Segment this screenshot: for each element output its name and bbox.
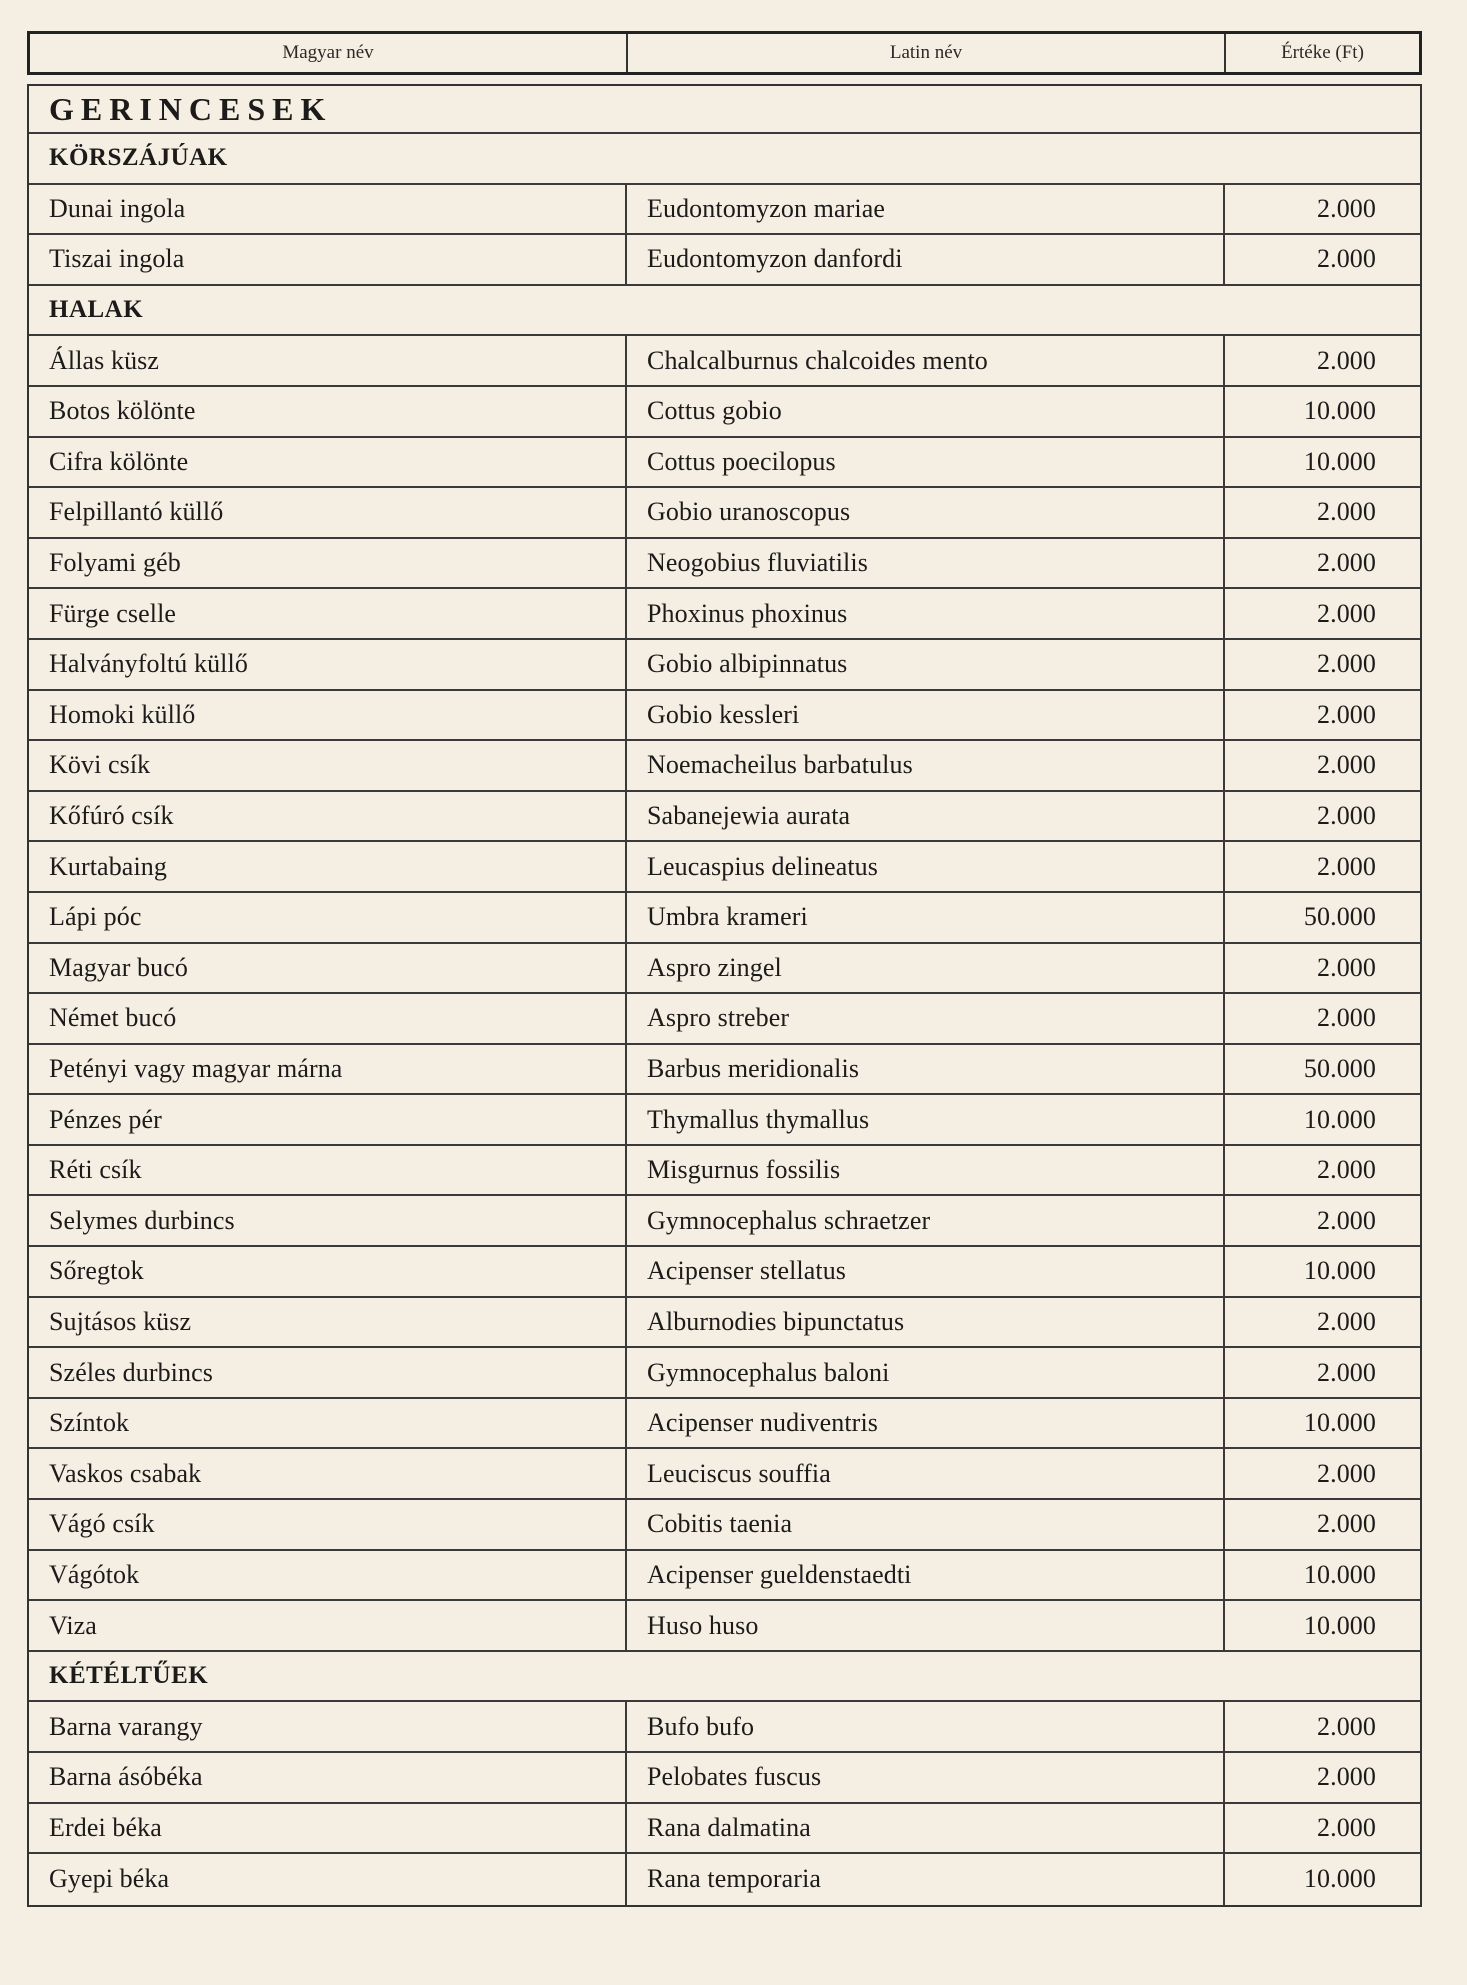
table-row — [29, 1298, 1420, 1349]
group-title: KÖRSZÁJÚAK — [29, 134, 1420, 185]
value-cell: 2.000 — [1317, 1003, 1376, 1033]
table-row — [29, 1247, 1420, 1298]
table-row — [29, 893, 1420, 944]
hungarian-name-cell: Színtok — [29, 1399, 627, 1448]
hungarian-name-cell: Erdei béka — [29, 1804, 627, 1853]
value-cell: 2.000 — [1317, 244, 1376, 274]
latin-name-cell: Bufo bufo — [627, 1702, 1225, 1751]
table-row — [29, 539, 1420, 590]
latin-name-cell: Gobio uranoscopus — [627, 488, 1225, 537]
latin-name-cell: Gymnocephalus schraetzer — [627, 1196, 1225, 1245]
table-row — [29, 1854, 1420, 1905]
latin-name-cell: Gobio kessleri — [627, 691, 1225, 740]
hungarian-name-cell: Sőregtok — [29, 1247, 627, 1296]
table-row — [29, 640, 1420, 691]
hungarian-name-cell: Barna ásóbéka — [29, 1753, 627, 1802]
value-cell: 2.000 — [1317, 1458, 1376, 1488]
value-cell: 2.000 — [1317, 1306, 1376, 1336]
latin-name-cell: Pelobates fuscus — [627, 1753, 1225, 1802]
latin-name-cell: Aspro streber — [627, 994, 1225, 1043]
hungarian-name-cell: Kurtabaing — [29, 842, 627, 891]
table-row — [29, 1348, 1420, 1399]
hungarian-name-cell: Tiszai ingola — [29, 235, 627, 284]
header-latin-name: Latin név — [628, 34, 1226, 72]
latin-name-cell: Umbra krameri — [627, 893, 1225, 942]
hungarian-name-cell: Selymes durbincs — [29, 1196, 627, 1245]
value-cell: 2.000 — [1317, 699, 1376, 729]
table-row — [29, 1500, 1420, 1551]
hungarian-name-cell: Cifra kölönte — [29, 438, 627, 487]
value-cell: 10.000 — [1303, 1256, 1376, 1286]
latin-name-cell: Thymallus thymallus — [627, 1095, 1225, 1144]
table-header — [27, 31, 1422, 75]
latin-name-cell: Aspro zingel — [627, 944, 1225, 993]
latin-name-cell: Cobitis taenia — [627, 1500, 1225, 1549]
table-row — [29, 1146, 1420, 1197]
latin-name-cell: Rana dalmatina — [627, 1804, 1225, 1853]
value-cell: 10.000 — [1303, 1104, 1376, 1134]
value-cell: 2.000 — [1317, 1812, 1376, 1842]
latin-name-cell: Eudontomyzon mariae — [627, 185, 1225, 234]
hungarian-name-cell: Réti csík — [29, 1146, 627, 1195]
hungarian-name-cell: Német bucó — [29, 994, 627, 1043]
latin-name-cell: Acipenser nudiventris — [627, 1399, 1225, 1448]
hungarian-name-cell: Kövi csík — [29, 741, 627, 790]
value-cell: 10.000 — [1303, 1408, 1376, 1438]
latin-name-cell: Rana temporaria — [627, 1854, 1225, 1905]
hungarian-name-cell: Széles durbincs — [29, 1348, 627, 1397]
value-cell: 2.000 — [1317, 750, 1376, 780]
header-hungarian-name: Magyar név — [30, 34, 628, 72]
table-row — [29, 488, 1420, 539]
hungarian-name-cell: Kőfúró csík — [29, 792, 627, 841]
latin-name-cell: Alburnodies bipunctatus — [627, 1298, 1225, 1347]
latin-name-cell: Cottus poecilopus — [627, 438, 1225, 487]
table-row — [29, 741, 1420, 792]
latin-name-cell: Gymnocephalus baloni — [627, 1348, 1225, 1397]
hungarian-name-cell: Fürge cselle — [29, 589, 627, 638]
value-cell: 10.000 — [1303, 1559, 1376, 1589]
table-row — [29, 792, 1420, 843]
latin-name-cell: Misgurnus fossilis — [627, 1146, 1225, 1195]
value-cell: 2.000 — [1317, 497, 1376, 527]
table-row — [29, 842, 1420, 893]
value-cell: 2.000 — [1317, 1509, 1376, 1539]
latin-name-cell: Barbus meridionalis — [627, 1045, 1225, 1094]
value-cell: 2.000 — [1317, 801, 1376, 831]
value-cell: 10.000 — [1303, 396, 1376, 426]
table-row — [29, 387, 1420, 438]
species-table — [27, 84, 1422, 1907]
latin-name-cell: Huso huso — [627, 1601, 1225, 1650]
table-row — [29, 1551, 1420, 1602]
value-cell: 2.000 — [1317, 851, 1376, 881]
main-section-title: GERINCESEK — [29, 86, 1420, 134]
table-row — [29, 1045, 1420, 1096]
value-cell: 2.000 — [1317, 952, 1376, 982]
hungarian-name-cell: Viza — [29, 1601, 627, 1650]
value-cell: 2.000 — [1317, 1205, 1376, 1235]
latin-name-cell: Neogobius fluviatilis — [627, 539, 1225, 588]
value-cell: 2.000 — [1317, 598, 1376, 628]
table-row — [29, 944, 1420, 995]
latin-name-cell: Eudontomyzon danfordi — [627, 235, 1225, 284]
latin-name-cell: Acipenser stellatus — [627, 1247, 1225, 1296]
value-cell: 2.000 — [1317, 1357, 1376, 1387]
table-row — [29, 235, 1420, 286]
hungarian-name-cell: Pénzes pér — [29, 1095, 627, 1144]
table-row — [29, 589, 1420, 640]
latin-name-cell: Noemacheilus barbatulus — [627, 741, 1225, 790]
latin-name-cell: Phoxinus phoxinus — [627, 589, 1225, 638]
hungarian-name-cell: Botos kölönte — [29, 387, 627, 436]
hungarian-name-cell: Gyepi béka — [29, 1854, 627, 1905]
table-row — [29, 1449, 1420, 1500]
group-title: HALAK — [29, 286, 1420, 337]
table-row — [29, 691, 1420, 742]
latin-name-cell: Sabanejewia aurata — [627, 792, 1225, 841]
table-row — [29, 994, 1420, 1045]
hungarian-name-cell: Petényi vagy magyar márna — [29, 1045, 627, 1094]
table-row — [29, 1095, 1420, 1146]
table-row — [29, 1601, 1420, 1652]
group-title: KÉTÉLTŰEK — [29, 1652, 1420, 1703]
value-cell: 2.000 — [1317, 1711, 1376, 1741]
hungarian-name-cell: Homoki küllő — [29, 691, 627, 740]
hungarian-name-cell: Felpillantó küllő — [29, 488, 627, 537]
header-value: Értéke (Ft) — [1281, 42, 1364, 63]
hungarian-name-cell: Vágó csík — [29, 1500, 627, 1549]
value-cell: 50.000 — [1303, 1053, 1376, 1083]
table-row — [29, 1399, 1420, 1450]
latin-name-cell: Chalcalburnus chalcoides mento — [627, 336, 1225, 385]
hungarian-name-cell: Sujtásos küsz — [29, 1298, 627, 1347]
hungarian-name-cell: Halványfoltú küllő — [29, 640, 627, 689]
hungarian-name-cell: Barna varangy — [29, 1702, 627, 1751]
table-row — [29, 1702, 1420, 1753]
table-row — [29, 336, 1420, 387]
hungarian-name-cell: Lápi póc — [29, 893, 627, 942]
value-cell: 2.000 — [1317, 548, 1376, 578]
hungarian-name-cell: Állas küsz — [29, 336, 627, 385]
value-cell: 10.000 — [1303, 1610, 1376, 1640]
value-cell: 10.000 — [1303, 1864, 1376, 1894]
hungarian-name-cell: Magyar bucó — [29, 944, 627, 993]
value-cell: 2.000 — [1317, 649, 1376, 679]
value-cell: 2.000 — [1317, 1155, 1376, 1185]
value-cell: 2.000 — [1317, 345, 1376, 375]
latin-name-cell: Leucaspius delineatus — [627, 842, 1225, 891]
hungarian-name-cell: Dunai ingola — [29, 185, 627, 234]
hungarian-name-cell: Vaskos csabak — [29, 1449, 627, 1498]
latin-name-cell: Acipenser gueldenstaedti — [627, 1551, 1225, 1600]
table-row — [29, 438, 1420, 489]
table-row — [29, 185, 1420, 236]
value-cell: 50.000 — [1303, 902, 1376, 932]
value-cell: 2.000 — [1317, 1762, 1376, 1792]
table-row — [29, 1804, 1420, 1855]
value-cell: 2.000 — [1317, 193, 1376, 223]
value-cell: 10.000 — [1303, 446, 1376, 476]
table-row — [29, 1753, 1420, 1804]
latin-name-cell: Leuciscus souffia — [627, 1449, 1225, 1498]
hungarian-name-cell: Vágótok — [29, 1551, 627, 1600]
table-row — [29, 1196, 1420, 1247]
hungarian-name-cell: Folyami géb — [29, 539, 627, 588]
latin-name-cell: Gobio albipinnatus — [627, 640, 1225, 689]
latin-name-cell: Cottus gobio — [627, 387, 1225, 436]
